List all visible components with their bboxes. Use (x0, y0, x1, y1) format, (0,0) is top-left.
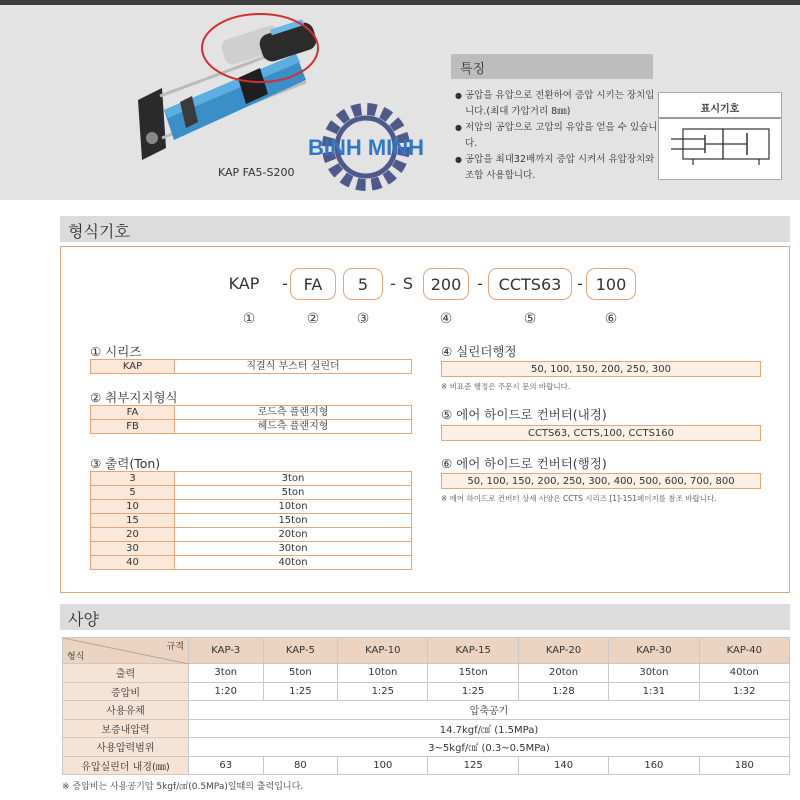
code-kap: KAP (228, 274, 260, 293)
spec-cell: 40ton (699, 664, 789, 683)
code-mount: FA (290, 268, 336, 300)
logo-text: BINH MINH (307, 135, 425, 160)
circle-6: ⑥ (604, 311, 618, 327)
table-row (63, 664, 790, 683)
series-title: ① 시리즈 (90, 344, 142, 359)
logo-subtext: TEFLON (340, 118, 370, 125)
corner-bottom: 형식 (67, 652, 85, 662)
output-desc: 3ton (175, 472, 412, 486)
corner-top: 규격 (166, 642, 184, 652)
code-dash: - (477, 274, 483, 293)
spec-cell: 63 (189, 756, 264, 775)
mount-code: FA (91, 406, 175, 420)
feature-item: ● 저압의 공압으로 고압의 유압을 얻을 수 있습니다. (455, 120, 660, 152)
spec-cell: 140 (518, 756, 608, 775)
symbol-box (658, 92, 782, 180)
model-header: KAP-5 (263, 638, 338, 664)
model-header: KAP-40 (699, 638, 789, 664)
spec-cell: 180 (699, 756, 789, 775)
spec-cell: 30ton (609, 664, 699, 683)
symbol-title: 표시기호 (659, 93, 781, 119)
spec-cell: 3ton (189, 664, 264, 683)
spec-cell: 5ton (263, 664, 338, 683)
spec-cell: 1:32 (699, 682, 789, 701)
converter-stroke-values: 50, 100, 150, 200, 250, 300, 400, 500, 600, 700, 800 (441, 473, 761, 489)
row-label: 보증내압력 (63, 719, 189, 738)
row-label: 증압비 (63, 682, 189, 701)
feature-item: ● 공압을 유압으로 전환하여 증압 시키는 장치입니다.(최대 가압거리 8㎜) (455, 88, 660, 120)
spec-cell: 100 (338, 756, 428, 775)
row-label: 사용압력범위 (63, 738, 189, 757)
model-header: KAP-10 (338, 638, 428, 664)
output-desc: 15ton (175, 514, 412, 528)
circle-4: ④ (439, 311, 453, 327)
table-row (63, 756, 790, 775)
feature-item: ● 공압을 최대32배까지 증압 시켜서 유압장치와 조합 사용합니다. (455, 152, 660, 184)
spec-cell: 160 (609, 756, 699, 775)
output-code: 5 (91, 486, 175, 500)
spec-cell: 1:31 (609, 682, 699, 701)
spec-note: ※ 증압비는 사용공기압 5kgf/㎠(0.5MPa)일때의 출력입니다. (62, 782, 304, 792)
model-header: KAP-3 (189, 638, 264, 664)
top-rule (0, 0, 800, 5)
output-title: ③ 출력(Ton) (90, 456, 161, 471)
circle-3: ③ (356, 311, 370, 327)
spec-cell: 1:25 (428, 682, 518, 701)
code-dash: - (577, 274, 583, 293)
spec-merged-cell: 14.7kgf/㎠ (1.5MPa) (189, 719, 790, 738)
code-dash: - (390, 274, 396, 293)
spec-cell: 10ton (338, 664, 428, 683)
stroke-title: ④ 실린더행정 (441, 344, 517, 359)
feature-list (455, 88, 660, 184)
code-converter-stroke: 100 (586, 268, 636, 300)
series-code: KAP (91, 360, 175, 374)
row-label: 유압실린더 내경(㎜) (63, 756, 189, 775)
booster-symbol-icon (667, 127, 775, 167)
output-code: 20 (91, 528, 175, 542)
output-desc: 20ton (175, 528, 412, 542)
series-desc: 직결식 부스터 실린더 (175, 360, 412, 374)
mount-title: ② 취부지지형식 (90, 390, 178, 405)
output-code: 15 (91, 514, 175, 528)
spec-cell: 1:25 (263, 682, 338, 701)
output-code: 40 (91, 556, 175, 570)
feature-title: 특징 (451, 54, 653, 79)
spec-cell: 20ton (518, 664, 608, 683)
spec-cell: 15ton (428, 664, 518, 683)
row-label: 출력 (63, 664, 189, 683)
output-code: 3 (91, 472, 175, 486)
mount-desc: 로드측 플랜지형 (175, 406, 412, 420)
converter-bore-values: CCTS63, CCTS,100, CCTS160 (441, 425, 761, 441)
code-output: 5 (343, 268, 383, 300)
output-desc: 30ton (175, 542, 412, 556)
spec-merged-cell: 3~5kgf/㎠ (0.3~0.5MPa) (189, 738, 790, 757)
output-desc: 5ton (175, 486, 412, 500)
code-s: S (402, 274, 414, 293)
mount-desc: 헤드측 플랜지형 (175, 420, 412, 434)
model-header: KAP-30 (609, 638, 699, 664)
converter-bore-title: ⑤ 에어 하이드로 컨버터(내경) (441, 407, 607, 422)
model-header: KAP-15 (428, 638, 518, 664)
converter-stroke-title: ⑥ 에어 하이드로 컨버터(행정) (441, 456, 607, 471)
code-converter-bore: CCTS63 (488, 268, 572, 300)
code-dash: - (282, 274, 288, 293)
output-code: 10 (91, 500, 175, 514)
output-table (90, 471, 412, 570)
spec-cell: 1:20 (189, 682, 264, 701)
spec-cell: 125 (428, 756, 518, 775)
spec-cell: 1:25 (338, 682, 428, 701)
spec-table (62, 637, 790, 775)
table-row (63, 682, 790, 701)
table-row (63, 738, 790, 757)
output-desc: 40ton (175, 556, 412, 570)
spec-header: 사양 (60, 604, 790, 630)
mount-code: FB (91, 420, 175, 434)
stroke-values: 50, 100, 150, 200, 250, 300 (441, 361, 761, 377)
spec-cell: 1:28 (518, 682, 608, 701)
type-code-header: 형식기호 (60, 216, 790, 242)
product-banner (0, 0, 800, 200)
code-stroke: 200 (423, 268, 469, 300)
model-header: KAP-20 (518, 638, 608, 664)
circle-2: ② (306, 311, 320, 327)
circle-1: ① (242, 311, 256, 327)
series-table (90, 359, 412, 374)
stroke-note: ※ 비표준 행정은 주문시 문의 바랍니다. (441, 382, 571, 391)
table-row (63, 719, 790, 738)
model-caption: KAP FA5-S200 (218, 166, 295, 179)
output-code: 30 (91, 542, 175, 556)
table-row (63, 701, 790, 720)
output-desc: 10ton (175, 500, 412, 514)
spec-merged-cell: 압축공기 (189, 701, 790, 720)
spec-corner (63, 638, 189, 664)
spec-cell: 80 (263, 756, 338, 775)
circle-5: ⑤ (523, 311, 537, 327)
mount-table (90, 405, 412, 434)
converter-stroke-note: ※ 에어 하이드로 컨버터 상세 사양은 CCTS 시리즈 [1]-151페이지를 참조 바랍니다. (441, 494, 717, 503)
row-label: 사용유체 (63, 701, 189, 720)
